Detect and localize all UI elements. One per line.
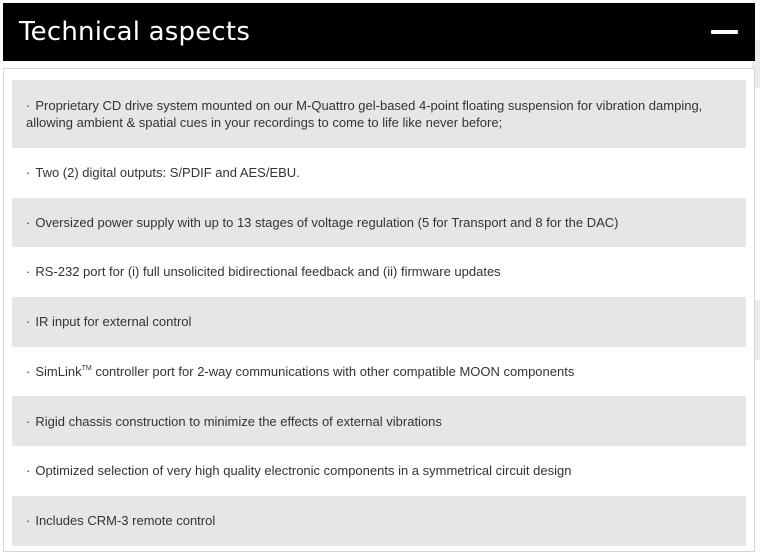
list-item-text — [26, 97, 734, 132]
list-item — [12, 198, 746, 248]
list-item — [12, 446, 746, 496]
item-text: Rigid chassis construction to minimize the effects of external vibrations — [35, 413, 442, 429]
item-text: Two (2) digital outputs: S/PDIF and AES/EBU. — [35, 165, 300, 181]
list-item-text — [26, 512, 215, 530]
item-text: Oversized power supply with up to 13 stages of voltage regulation (5 for Transport and 8 for the DAC) — [35, 214, 619, 230]
item-text-rest: controller port for 2-way communications with other compatible MOON components — [91, 363, 575, 379]
list-item — [12, 496, 746, 546]
bullet: · — [26, 363, 31, 379]
list-item — [12, 297, 746, 347]
bullet: · — [26, 512, 31, 528]
list-item — [12, 148, 746, 198]
item-text: Proprietary CD drive system mounted on our M-Quattro gel-based 4-point floating suspension for vibration damping, allowing ambient & spatial cues in your recordings to come to life like never before; — [26, 97, 703, 130]
list-item — [12, 347, 746, 397]
item-text: Optimized selection of very high quality electronic components in a symmetrical circuit design — [35, 463, 572, 479]
minus-icon[interactable] — [711, 30, 738, 34]
list-item-text — [26, 413, 442, 431]
item-text: RS-232 port for (i) full unsolicited bidirectional feedback and (ii) firmware updates — [35, 264, 501, 280]
spec-list — [12, 80, 747, 546]
accordion-header-technical-aspects[interactable] — [3, 3, 755, 61]
list-item-text — [26, 263, 501, 281]
bullet: · — [26, 264, 31, 280]
list-item-text — [26, 313, 191, 331]
bullet: · — [26, 214, 31, 230]
list-item-text — [26, 363, 574, 381]
list-item — [12, 247, 746, 297]
list-item-text — [26, 164, 300, 182]
item-text: Includes CRM-3 remote control — [35, 512, 216, 528]
list-item — [12, 396, 746, 446]
trademark-superscript: TM — [81, 364, 92, 372]
bullet: · — [26, 314, 31, 330]
bullet: · — [26, 463, 31, 479]
accordion-panel — [3, 68, 755, 552]
bullet: · — [26, 97, 31, 113]
bullet: · — [26, 413, 31, 429]
list-item-text — [26, 214, 618, 232]
bullet: · — [26, 165, 31, 181]
list-item — [12, 80, 746, 148]
item-text: IR input for external control — [35, 314, 192, 330]
accordion-title: Technical aspects — [19, 17, 251, 47]
list-item-text — [26, 462, 571, 480]
item-text-simlink: SimLink — [35, 363, 82, 379]
